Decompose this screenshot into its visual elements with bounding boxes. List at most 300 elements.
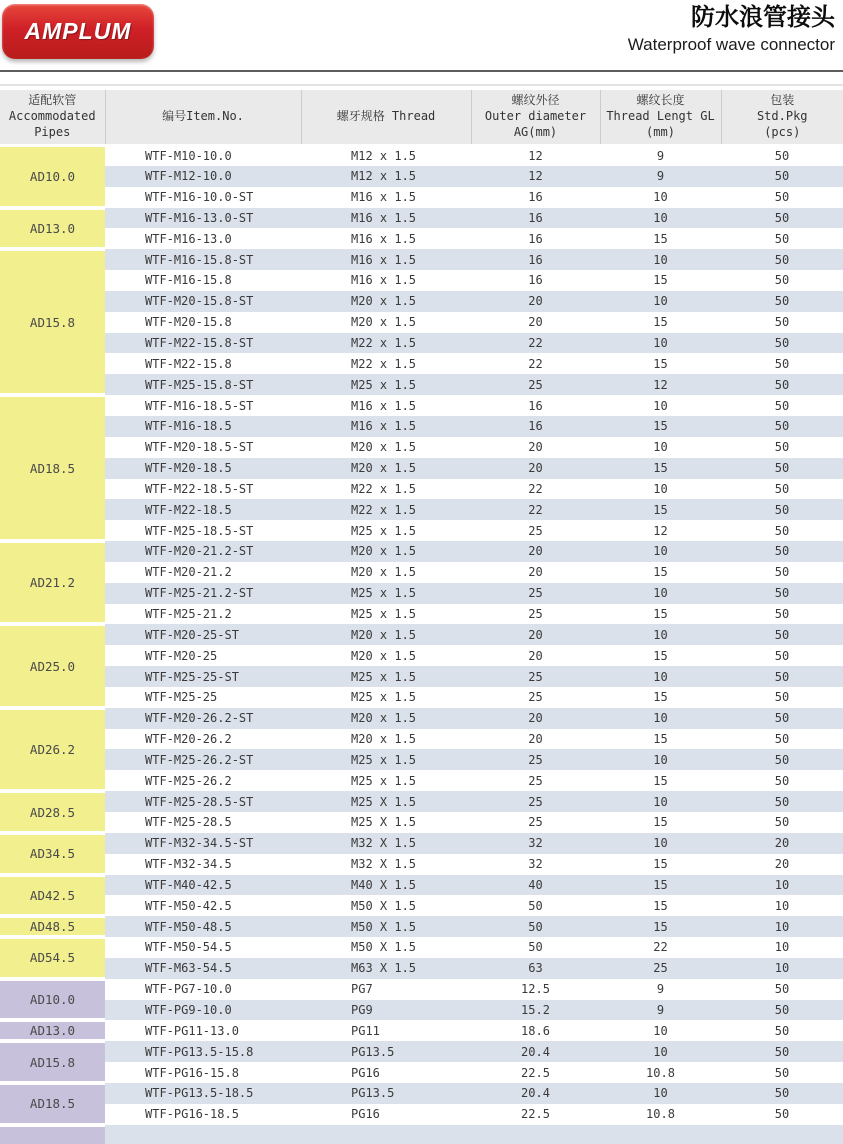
table-row — [0, 812, 843, 833]
thread-length-cell: 10 — [600, 749, 721, 770]
thread-length-cell: 10 — [653, 440, 668, 455]
pkg-cell: 50 — [774, 1023, 790, 1038]
table-row — [0, 937, 843, 958]
item-no-cell: WTF-M20-25-ST — [105, 624, 301, 645]
thread-length-cell: 15 — [653, 356, 668, 371]
table-row — [0, 583, 843, 604]
page-title-zh: 防水浪管接头 — [691, 4, 835, 31]
thread-cell: M50 X 1.5 — [351, 898, 417, 913]
pkg-cell: 50 — [721, 666, 843, 687]
outer-diameter-cell: 25 — [528, 815, 543, 830]
item-no-cell: WTF-M16-15.8 — [145, 273, 232, 288]
thread-cell: M20 x 1.5 — [301, 458, 471, 479]
outer-diameter-cell: 25 — [471, 666, 600, 687]
group-cell: AD25.0 — [0, 624, 105, 707]
pkg-cell: 50 — [774, 690, 790, 705]
outer-diameter-cell: 63 — [471, 958, 600, 979]
pkg-cell: 50 — [721, 208, 843, 229]
outer-diameter-cell: 50 — [528, 898, 543, 913]
item-no-cell: WTF-M20-26.2 — [145, 732, 232, 747]
table-row — [0, 1125, 843, 1144]
table-row — [0, 1104, 843, 1125]
pkg-cell: 50 — [774, 231, 790, 246]
group-cell: AD28.5 — [0, 791, 105, 833]
group-cell: AD18.5 — [0, 1083, 105, 1125]
pkg-cell: 50 — [721, 791, 843, 812]
pkg-cell: 10 — [721, 875, 843, 896]
thread-cell: M25 x 1.5 — [351, 773, 417, 788]
outer-diameter-cell: 16 — [471, 208, 600, 229]
thread-length-cell: 10 — [600, 624, 721, 645]
pkg-cell: 50 — [774, 481, 790, 496]
group-cell: AD13.0 — [0, 208, 105, 250]
pkg-cell: 50 — [721, 249, 843, 270]
pkg-cell: 50 — [721, 1041, 843, 1062]
table-row — [0, 875, 843, 896]
thread-cell: M16 x 1.5 — [351, 273, 417, 288]
col-header-outer-diameter: 螺纹外径 Outer diameter AG(mm) — [471, 90, 600, 145]
table-row — [0, 520, 843, 541]
table-row — [0, 687, 843, 708]
item-no-cell: WTF-M22-15.8 — [145, 356, 232, 371]
masthead — [0, 0, 843, 72]
outer-diameter-cell: 18.6 — [521, 1023, 550, 1038]
item-no-cell: WTF-M25-26.2 — [145, 773, 232, 788]
item-no-cell: WTF-M40-42.5 — [105, 875, 301, 896]
thread-length-cell: 10 — [600, 666, 721, 687]
pkg-cell: 50 — [721, 416, 843, 437]
item-no-cell: WTF-M20-15.8 — [145, 315, 232, 330]
table-row — [0, 145, 843, 166]
outer-diameter-cell: 12 — [471, 166, 600, 187]
item-no-cell: WTF-M25-21.2 — [145, 606, 232, 621]
thread-length-cell: 15 — [653, 815, 668, 830]
group-cell: AD54.5 — [0, 937, 105, 979]
pkg-cell: 50 — [721, 749, 843, 770]
item-no-cell: WTF-M12-10.0 — [105, 166, 301, 187]
group-cell: AD48.5 — [0, 916, 105, 937]
pkg-cell: 10 — [774, 898, 790, 913]
table-row — [0, 604, 843, 625]
table-row — [0, 291, 843, 312]
table-row — [0, 312, 843, 333]
thread-length-cell: 10 — [600, 833, 721, 854]
item-no-cell: WTF-M20-25 — [145, 648, 218, 663]
table-row — [0, 791, 843, 812]
outer-diameter-cell: 22.5 — [521, 1107, 550, 1122]
outer-diameter-cell: 50 — [528, 940, 543, 955]
thread-cell: M25 x 1.5 — [301, 749, 471, 770]
thread-length-cell: 10 — [653, 1023, 668, 1038]
thread-cell: M20 x 1.5 — [351, 440, 417, 455]
table-row — [0, 624, 843, 645]
thread-length-cell: 25 — [600, 958, 721, 979]
table-row — [0, 1083, 843, 1104]
table-row — [0, 708, 843, 729]
thread-cell: M16 x 1.5 — [351, 190, 417, 205]
outer-diameter-cell: 25 — [528, 773, 543, 788]
thread-cell: M63 X 1.5 — [301, 958, 471, 979]
thread-length-cell: 10 — [600, 333, 721, 354]
outer-diameter-cell: 20 — [528, 440, 543, 455]
pkg-cell: 50 — [721, 624, 843, 645]
thread-cell: M20 x 1.5 — [351, 565, 417, 580]
thread-cell: M22 x 1.5 — [351, 481, 417, 496]
col-header-pipes: 适配软管 Accommodated Pipes — [0, 90, 105, 145]
pkg-cell: 50 — [721, 374, 843, 395]
group-cell: AD15.8 — [0, 249, 105, 395]
table-row — [0, 729, 843, 750]
group-cell: AD42.5 — [0, 875, 105, 917]
item-no-cell: WTF-M25-21.2-ST — [105, 583, 301, 604]
thread-cell: PG13.5 — [301, 1041, 471, 1062]
table-row — [0, 249, 843, 270]
item-no-cell: WTF-M32-34.5-ST — [105, 833, 301, 854]
pkg-cell: 50 — [721, 708, 843, 729]
item-no-cell: WTF-PG11-13.0 — [145, 1023, 239, 1038]
item-no-cell: WTF-M10-10.0 — [145, 149, 232, 164]
thread-cell: M20 x 1.5 — [301, 541, 471, 562]
thread-length-cell: 15 — [653, 690, 668, 705]
outer-diameter-cell: 25 — [528, 690, 543, 705]
group-cell: AD26.2 — [0, 708, 105, 791]
pkg-cell: 50 — [721, 458, 843, 479]
outer-diameter-cell: 22 — [528, 481, 543, 496]
item-no-cell: WTF-PG16-15.8 — [145, 1065, 239, 1080]
item-no-cell: WTF-M50-42.5 — [145, 898, 232, 913]
outer-diameter-cell: 15.2 — [471, 1000, 600, 1021]
item-no-cell: WTF-M22-15.8-ST — [105, 333, 301, 354]
outer-diameter-cell: 25 — [471, 583, 600, 604]
thread-length-cell: 15 — [653, 648, 668, 663]
table-row — [0, 854, 843, 875]
table-row — [0, 1062, 843, 1083]
pkg-cell: 50 — [721, 166, 843, 187]
group-cell: AD18.5 — [0, 395, 105, 541]
thread-cell: PG16 — [351, 1107, 380, 1122]
thread-length-cell: 22 — [653, 940, 668, 955]
outer-diameter-cell: 16 — [528, 398, 543, 413]
pkg-cell: 50 — [774, 356, 790, 371]
thread-cell: M16 x 1.5 — [351, 398, 417, 413]
thread-cell: M20 x 1.5 — [351, 315, 417, 330]
table-row — [0, 499, 843, 520]
outer-diameter-cell: 20 — [471, 541, 600, 562]
table-row — [0, 437, 843, 458]
thread-cell: M12 x 1.5 — [351, 149, 417, 164]
outer-diameter-cell: 20 — [471, 624, 600, 645]
pkg-cell: 50 — [774, 398, 790, 413]
outer-diameter-cell: 25 — [471, 749, 600, 770]
group-cell: AD34.5 — [0, 833, 105, 875]
outer-diameter-cell: 16 — [528, 273, 543, 288]
pkg-cell: 50 — [774, 565, 790, 580]
pkg-cell: 50 — [774, 440, 790, 455]
thread-cell: M25 x 1.5 — [351, 606, 417, 621]
thread-cell: M22 x 1.5 — [301, 499, 471, 520]
item-no-cell: WTF-M32-34.5 — [145, 857, 232, 872]
table-row — [0, 979, 843, 1000]
item-no-cell: WTF-M16-15.8-ST — [105, 249, 301, 270]
thread-length-cell: 9 — [656, 149, 665, 164]
thread-length-cell: 10 — [600, 791, 721, 812]
brand-logo-text: AMPLUM — [24, 18, 132, 44]
outer-diameter-cell: 22 — [471, 499, 600, 520]
pkg-cell: 20 — [721, 833, 843, 854]
outer-diameter-cell — [471, 1125, 600, 1144]
thread-length-cell: 10 — [600, 249, 721, 270]
thread-cell: M22 x 1.5 — [351, 356, 417, 371]
item-no-cell: WTF-M22-18.5 — [105, 499, 301, 520]
thread-length-cell: 15 — [653, 315, 668, 330]
thread-length-cell: 15 — [653, 773, 668, 788]
pkg-cell: 50 — [721, 499, 843, 520]
outer-diameter-cell: 25 — [471, 791, 600, 812]
pkg-cell: 50 — [721, 1083, 843, 1104]
thread-length-cell: 10 — [600, 1041, 721, 1062]
pkg-cell: 50 — [774, 815, 790, 830]
thread-cell: M12 x 1.5 — [301, 166, 471, 187]
thread-cell: PG16 — [351, 1065, 380, 1080]
outer-diameter-cell: 12 — [528, 149, 543, 164]
pkg-cell: 50 — [774, 982, 790, 997]
pkg-cell: 10 — [774, 940, 790, 955]
thread-cell: M32 X 1.5 — [351, 857, 417, 872]
pkg-cell: 10 — [721, 958, 843, 979]
item-no-cell: WTF-M50-54.5 — [145, 940, 232, 955]
group-cell: AD15.8 — [0, 1041, 105, 1083]
outer-diameter-cell: 32 — [471, 833, 600, 854]
thread-length-cell: 10 — [600, 208, 721, 229]
pkg-cell — [721, 1125, 843, 1144]
thread-length-cell: 10 — [600, 1083, 721, 1104]
table-row — [0, 562, 843, 583]
thread-cell: M25 x 1.5 — [301, 374, 471, 395]
thread-cell: PG9 — [301, 1000, 471, 1021]
pkg-cell: 50 — [774, 273, 790, 288]
thread-length-cell: 9 — [656, 982, 665, 997]
item-no-cell: WTF-M20-18.5 — [105, 458, 301, 479]
item-no-cell: WTF-M50-48.5 — [105, 916, 301, 937]
item-no-cell: WTF-M20-21.2-ST — [105, 541, 301, 562]
col-header-item-no: 编号Item.No. — [105, 90, 301, 145]
thread-length-cell: 15 — [600, 499, 721, 520]
group-cell: AD10.0 — [0, 979, 105, 1021]
thread-cell: M25 x 1.5 — [301, 583, 471, 604]
item-no-cell: WTF-M20-26.2-ST — [105, 708, 301, 729]
table-row — [0, 541, 843, 562]
pkg-cell: 50 — [721, 541, 843, 562]
table-row — [0, 666, 843, 687]
thread-cell: M20 x 1.5 — [301, 291, 471, 312]
table-row — [0, 166, 843, 187]
table-row — [0, 187, 843, 208]
thread-length-cell: 15 — [653, 231, 668, 246]
group-cell: AD13.0 — [0, 1020, 105, 1041]
table-row — [0, 833, 843, 854]
thread-cell: PG11 — [351, 1023, 380, 1038]
outer-diameter-cell: 40 — [471, 875, 600, 896]
pkg-cell: 50 — [774, 732, 790, 747]
thread-cell: M25 x 1.5 — [351, 523, 417, 538]
thread-length-cell — [600, 1125, 721, 1144]
thread-length-cell: 12 — [600, 374, 721, 395]
item-no-cell: WTF-M25-28.5-ST — [105, 791, 301, 812]
item-no-cell: WTF-M16-10.0-ST — [145, 190, 254, 205]
thread-cell: M25 x 1.5 — [301, 666, 471, 687]
outer-diameter-cell: 22.5 — [521, 1065, 550, 1080]
thread-length-cell: 15 — [653, 273, 668, 288]
thread-cell: M50 X 1.5 — [301, 916, 471, 937]
thread-length-cell: 15 — [600, 875, 721, 896]
thread-cell: M16 x 1.5 — [301, 249, 471, 270]
thread-length-cell: 15 — [653, 857, 668, 872]
pkg-cell: 50 — [774, 1065, 790, 1080]
item-no-cell: WTF-M25-18.5-ST — [145, 523, 254, 538]
item-no-cell: WTF-PG13.5-15.8 — [105, 1041, 301, 1062]
thread-cell: M20 x 1.5 — [351, 648, 417, 663]
table-row — [0, 208, 843, 229]
outer-diameter-cell: 20.4 — [471, 1083, 600, 1104]
item-no-cell: WTF-M16-13.0-ST — [105, 208, 301, 229]
thread-cell: M25 X 1.5 — [351, 815, 417, 830]
thread-cell: M20 x 1.5 — [301, 624, 471, 645]
brand-logo — [2, 4, 154, 59]
pkg-cell: 50 — [774, 149, 790, 164]
table-row — [0, 228, 843, 249]
thread-length-cell: 15 — [653, 606, 668, 621]
thread-length-cell: 10.8 — [646, 1107, 675, 1122]
col-header-thread: 螺牙规格 Thread — [301, 90, 471, 145]
outer-diameter-cell: 16 — [471, 416, 600, 437]
pkg-cell: 50 — [774, 648, 790, 663]
item-no-cell: WTF-M20-18.5-ST — [145, 440, 254, 455]
outer-diameter-cell: 25 — [528, 523, 543, 538]
item-no-cell: WTF-PG13.5-18.5 — [105, 1083, 301, 1104]
thread-length-cell: 10 — [600, 583, 721, 604]
outer-diameter-cell: 20 — [471, 458, 600, 479]
thread-cell: M50 X 1.5 — [351, 940, 417, 955]
item-no-cell: WTF-M16-18.5 — [105, 416, 301, 437]
thread-cell: M16 x 1.5 — [301, 208, 471, 229]
pkg-cell: 50 — [774, 773, 790, 788]
page-title-en: Waterproof wave connector — [627, 34, 835, 54]
thread-length-cell: 10 — [600, 541, 721, 562]
table-row — [0, 270, 843, 291]
table-row — [0, 395, 843, 416]
outer-diameter-cell: 25 — [528, 606, 543, 621]
thread-length-cell: 10 — [600, 708, 721, 729]
outer-diameter-cell: 20.4 — [471, 1041, 600, 1062]
outer-diameter-cell: 25 — [471, 374, 600, 395]
table-row — [0, 479, 843, 500]
thread-length-cell: 15 — [600, 916, 721, 937]
col-header-packaging: 包装 Std.Pkg (pcs) — [721, 90, 843, 145]
thread-length-cell: 15 — [600, 458, 721, 479]
pkg-cell: 50 — [721, 1000, 843, 1021]
item-no-cell: WTF-M25-15.8-ST — [105, 374, 301, 395]
outer-diameter-cell: 16 — [471, 249, 600, 270]
item-no-cell: WTF-PG16-18.5 — [145, 1107, 239, 1122]
table-row — [0, 416, 843, 437]
thread-length-cell: 12 — [653, 523, 668, 538]
outer-diameter-cell: 20 — [471, 291, 600, 312]
thread-cell: M16 x 1.5 — [301, 416, 471, 437]
thread-length-cell: 15 — [653, 898, 668, 913]
table-row — [0, 645, 843, 666]
col-header-thread-length: 螺纹长度 Thread Lengt GL (mm) — [600, 90, 721, 145]
group-cell — [0, 1125, 105, 1144]
item-no-cell — [105, 1125, 301, 1144]
spec-table — [0, 90, 843, 1144]
thread-cell: M32 X 1.5 — [301, 833, 471, 854]
thread-length-cell: 9 — [600, 166, 721, 187]
table-top-rule — [0, 84, 843, 86]
thread-cell: PG7 — [351, 982, 373, 997]
item-no-cell: WTF-M63-54.5 — [105, 958, 301, 979]
page-titles — [628, 4, 835, 55]
table-row — [0, 749, 843, 770]
table-row — [0, 333, 843, 354]
item-no-cell: WTF-M22-18.5-ST — [145, 481, 254, 496]
outer-diameter-cell: 12.5 — [521, 982, 550, 997]
spec-table-header — [0, 90, 843, 145]
thread-length-cell: 15 — [600, 416, 721, 437]
thread-cell: M20 x 1.5 — [351, 732, 417, 747]
spec-table-body — [0, 145, 843, 1144]
outer-diameter-cell: 16 — [528, 190, 543, 205]
group-cell: AD21.2 — [0, 541, 105, 624]
outer-diameter-cell: 20 — [528, 565, 543, 580]
pkg-cell: 50 — [774, 523, 790, 538]
outer-diameter-cell: 22 — [528, 356, 543, 371]
item-no-cell: WTF-M25-28.5 — [145, 815, 232, 830]
pkg-cell: 50 — [774, 190, 790, 205]
thread-cell: M16 x 1.5 — [351, 231, 417, 246]
thread-length-cell: 10 — [600, 291, 721, 312]
pkg-cell: 50 — [721, 333, 843, 354]
thread-length-cell: 10.8 — [646, 1065, 675, 1080]
table-row — [0, 895, 843, 916]
thread-cell: M25 X 1.5 — [301, 791, 471, 812]
thread-length-cell: 10 — [653, 481, 668, 496]
thread-cell: M25 x 1.5 — [351, 690, 417, 705]
thread-cell — [301, 1125, 471, 1144]
outer-diameter-cell: 50 — [471, 916, 600, 937]
table-row — [0, 1041, 843, 1062]
item-no-cell: WTF-PG7-10.0 — [145, 982, 232, 997]
item-no-cell: WTF-M20-21.2 — [145, 565, 232, 580]
thread-length-cell: 10 — [653, 190, 668, 205]
outer-diameter-cell: 20 — [528, 648, 543, 663]
table-row — [0, 353, 843, 374]
thread-cell: M40 X 1.5 — [301, 875, 471, 896]
outer-diameter-cell: 16 — [528, 231, 543, 246]
item-no-cell: WTF-M20-15.8-ST — [105, 291, 301, 312]
outer-diameter-cell: 22 — [471, 333, 600, 354]
table-row — [0, 1000, 843, 1021]
table-row — [0, 458, 843, 479]
pkg-cell: 50 — [774, 315, 790, 330]
pkg-cell: 10 — [721, 916, 843, 937]
pkg-cell: 50 — [774, 1107, 790, 1122]
outer-diameter-cell: 20 — [471, 708, 600, 729]
pkg-cell: 20 — [774, 857, 790, 872]
table-row — [0, 1020, 843, 1041]
header-row — [0, 90, 843, 145]
outer-diameter-cell: 20 — [528, 732, 543, 747]
table-row — [0, 916, 843, 937]
